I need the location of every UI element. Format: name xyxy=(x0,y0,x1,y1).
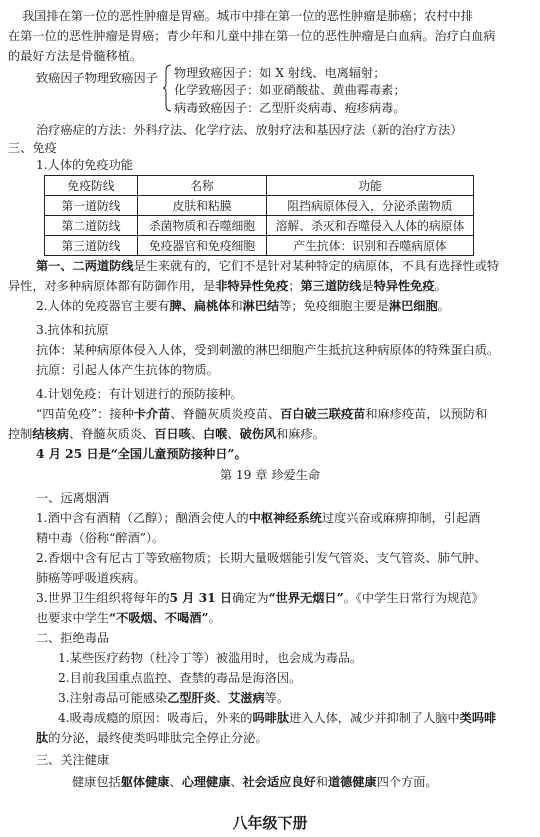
text-span: 1.酒中含有酒精（乙醇）；酗酒会使人的 xyxy=(36,511,249,525)
table-header: 功能 xyxy=(267,176,474,196)
treatment-text: 治疗癌症的方法：外科疗法、化学疗法、放射疗法和基因疗法（新的治疗方法） xyxy=(36,123,463,137)
text-span: 。 xyxy=(208,611,221,625)
keyword: 躯体健康 xyxy=(120,775,170,789)
text-line: 的最好方法是骨髓移植。 xyxy=(8,49,143,63)
text-line xyxy=(8,424,534,444)
text-line: 抗体：某种病原体侵入人体，受到刺激的淋巴细胞产生抵抗这种病原体的特殊蛋白质。 xyxy=(36,343,500,357)
text-span: 3.注射毒品可能感染 xyxy=(58,691,168,705)
keyword: 特异性免疫 xyxy=(373,279,435,293)
text-span: 、 xyxy=(169,775,182,789)
text-line xyxy=(36,508,534,528)
text-span: 3.世界卫生组织将每年的 xyxy=(36,591,170,605)
keyword: 中枢神经系统 xyxy=(248,511,322,525)
text-span: 和 xyxy=(315,775,328,789)
text-line: 4 月 25 日是“全国儿童预防接种日”。 xyxy=(36,447,247,461)
keyword: 卡介苗 xyxy=(133,407,171,421)
table-cell: 第一道防线 xyxy=(45,196,138,216)
text-line xyxy=(36,608,534,628)
text-span: 等。 xyxy=(264,691,290,705)
text-line xyxy=(8,276,534,296)
table-row xyxy=(45,196,474,216)
keyword: 百日咳 xyxy=(154,427,191,441)
footer-title: 八年级下册 xyxy=(232,814,308,832)
keyword: 艾滋病 xyxy=(228,691,265,705)
section-title: 三、关注健康 xyxy=(36,753,110,767)
table-header: 免疫防线 xyxy=(45,176,138,196)
carcinogen-item: 病毒致癌因子：乙型肝炎病毒、疱疹病毒。 xyxy=(174,101,406,115)
table-header-row xyxy=(45,176,474,196)
text-line xyxy=(72,772,534,792)
text-span: 和 xyxy=(230,299,243,313)
text-span: 过度兴奋或麻痹抑制，引起酒 xyxy=(321,511,481,525)
text-span: 。 xyxy=(434,279,447,293)
text-line xyxy=(36,588,534,608)
text-line: 2.目前我国重点监控、查禁的毒品是海洛因。 xyxy=(58,671,302,685)
text-line xyxy=(58,688,534,708)
text-span: 、 xyxy=(230,775,243,789)
keyword: 淋巴结 xyxy=(242,299,280,313)
table-header: 名称 xyxy=(138,176,267,196)
text-span: 和麻疹疫苗，以预防和 xyxy=(365,407,488,421)
sub-title: 1.人体的免疫功能 xyxy=(36,158,133,172)
text-line xyxy=(36,728,534,748)
keyword: 吗啡肽 xyxy=(252,711,290,725)
immune-table xyxy=(44,175,474,256)
text-span: 异性，对多种病原体都有防御作用，是 xyxy=(8,279,216,293)
text-span: 2.人体的免疫器官主要有 xyxy=(36,299,170,313)
table-cell: 第二道防线 xyxy=(45,216,138,236)
keyword: 肽 xyxy=(36,731,49,745)
carcinogen-lead: 致癌因子物理致癌因子 xyxy=(36,71,158,85)
keyword: 结核病 xyxy=(32,427,69,441)
brace-icon xyxy=(163,63,171,113)
text-span: 。《中学生日常行为规范》 xyxy=(343,591,484,605)
table-row xyxy=(45,236,474,256)
carcinogen-item: 化学致癌因子：如亚硝酸盐、黄曲霉毒素； xyxy=(174,83,406,97)
text-line: 抗原：引起人体产生抗体的物质。 xyxy=(36,363,219,377)
text-span: 和麻疹。 xyxy=(276,427,325,441)
text-line xyxy=(36,256,534,276)
keyword: 5 月 31 日 xyxy=(169,591,233,605)
keyword: 乙型肝炎 xyxy=(167,691,216,705)
carcinogen-item: 物理致癌因子：如 X 射线、电离辐射； xyxy=(174,66,386,80)
keyword: “世界无烟日” xyxy=(268,591,344,605)
text-line: 我国排在第一位的恶性肿瘤是胃癌。城市中排在第一位的恶性肿瘤是肺癌；农村中排 xyxy=(22,9,473,23)
table-row xyxy=(45,216,474,236)
keyword: 破伤风 xyxy=(239,427,277,441)
keyword: 道德健康 xyxy=(327,775,377,789)
sub-title: 3.抗体和抗原 xyxy=(36,323,109,337)
keyword: 百白破三联疫苗 xyxy=(280,407,366,421)
keyword: 非特异性免疫 xyxy=(215,279,289,293)
keyword: 心理健康 xyxy=(181,775,231,789)
text-line: 2.香烟中含有尼古丁等致癌物质；长期大量吸烟能引发气管炎、支气管炎、肺气肿、 xyxy=(36,551,487,565)
text-line: 肺癌等呼吸道疾病。 xyxy=(36,571,146,585)
section-title: 二、拒绝毒品 xyxy=(36,631,110,645)
text-span: 健康包括 xyxy=(72,775,121,789)
keyword: 第三道防线 xyxy=(300,279,362,293)
text-span: 是生来就有的，它们不是针对某种特定的病原体，不具有选择性或特 xyxy=(133,259,500,273)
table-cell: 免疫器官和免疫细胞 xyxy=(138,236,267,256)
text-span: “四苗免疫”：接种 xyxy=(36,407,134,421)
text-span: 、 xyxy=(215,691,229,705)
text-span: 4.吸毒成瘾的原因：吸毒后，外来的 xyxy=(58,711,253,725)
section-title: 三、免疫 xyxy=(8,141,57,155)
text-line: 1.某些医疗药物（杜冷丁等）被滥用时，也会成为毒品。 xyxy=(58,651,363,665)
chapter-title: 第 19 章 珍爱生命 xyxy=(219,468,321,482)
text-line xyxy=(58,708,534,728)
text-span: 、 xyxy=(227,427,240,441)
text-span: 、脊髓灰质炎、 xyxy=(68,427,155,441)
text-line xyxy=(36,296,534,316)
section-title: 一、远离烟酒 xyxy=(36,491,110,505)
sub-title: 4.计划免疫：有计划进行的预防接种。 xyxy=(36,387,243,401)
text-span: 确定为 xyxy=(232,591,269,605)
text-span: 等；免疫细胞主要是 xyxy=(279,299,389,313)
table-cell: 皮肤和粘膜 xyxy=(138,196,267,216)
keyword: 第一、二两道防线 xyxy=(36,259,134,273)
keyword: 脾、扁桃体 xyxy=(169,299,231,313)
text-line: 在第一位的恶性肿瘤是胃癌；青少年和儿童中排在第一位的恶性肿瘤是白血病。治疗白血病 xyxy=(8,29,496,43)
text-span: 也要求中学生 xyxy=(36,611,110,625)
table-cell: 杀菌物质和吞噬细胞 xyxy=(138,216,267,236)
text-span: 的分泌，最终使类吗啡肽完全停止分泌。 xyxy=(48,731,268,745)
text-span: 四个方面。 xyxy=(376,775,438,789)
keyword: “不吸烟、不喝酒” xyxy=(109,611,209,625)
table-cell: 第三道防线 xyxy=(45,236,138,256)
table-cell: 产生抗体：识别和吞噬病原体 xyxy=(267,236,474,256)
keyword: 类吗啡 xyxy=(459,711,497,725)
table-cell: 阻挡病原体侵入，分泌杀菌物质 xyxy=(267,196,474,216)
text-line: 精中毒（俗称“醉酒”）。 xyxy=(36,531,165,545)
table-cell: 溶解、杀灭和吞噬侵入人体的病原体 xyxy=(267,216,474,236)
text-span: 进入人体，减少并抑制了人脑中 xyxy=(289,711,460,725)
keyword: 白喉 xyxy=(203,427,228,441)
text-span: 、脊髓灰质炎疫苗、 xyxy=(170,407,281,421)
text-span: ； xyxy=(288,279,301,293)
text-span: 是 xyxy=(361,279,374,293)
keyword: 社会适应良好 xyxy=(242,775,316,789)
text-span: 控制 xyxy=(8,427,33,441)
text-span: 。 xyxy=(437,299,450,313)
keyword: 淋巴细胞 xyxy=(388,299,438,313)
text-line xyxy=(36,404,534,424)
text-span: 、 xyxy=(190,427,203,441)
